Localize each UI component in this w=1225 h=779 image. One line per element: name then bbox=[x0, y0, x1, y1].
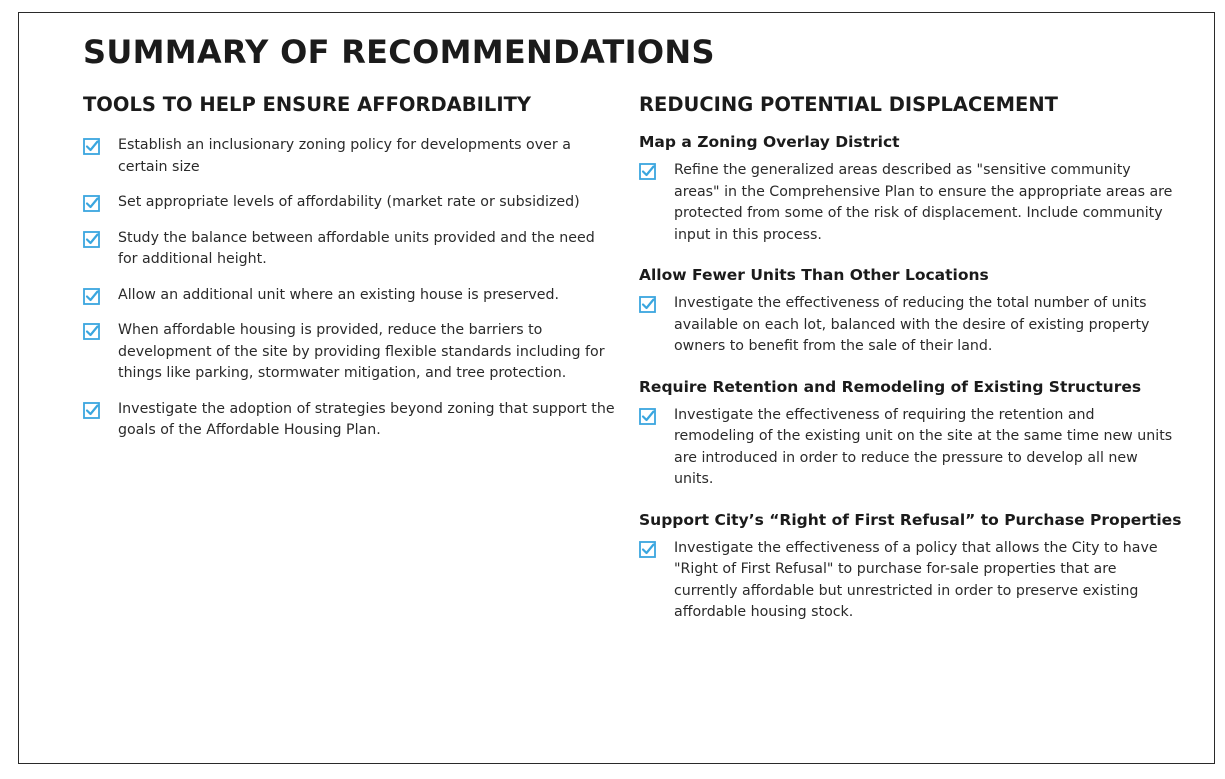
subsection-list bbox=[639, 160, 1184, 246]
list-item bbox=[83, 285, 623, 307]
checked-box-icon bbox=[83, 288, 100, 305]
subsection-title: Support City’s “Right of First Refusal” to Purchase Properties bbox=[639, 510, 1182, 529]
document-page bbox=[18, 12, 1215, 764]
displacement-column bbox=[639, 93, 1184, 624]
list-item bbox=[83, 135, 623, 178]
list-item bbox=[83, 320, 623, 385]
subsection bbox=[639, 510, 1184, 624]
list-item-text: Refine the generalized areas described as "sensitive community areas" in the Comprehensive Plan to ensure the appropriate areas are protected from some of the risk of displacement. Include community input in this process. bbox=[674, 162, 1173, 243]
page-title: SUMMARY OF RECOMMENDATIONS bbox=[83, 33, 715, 71]
list-item-text: Investigate the adoption of strategies beyond zoning that support the goals of the Affordable Housing Plan. bbox=[118, 400, 615, 438]
checked-box-icon bbox=[639, 408, 656, 425]
list-item-text: Study the balance between affordable units provided and the need for additional height. bbox=[118, 229, 595, 267]
list-item bbox=[83, 228, 623, 271]
list-item-text: Set appropriate levels of affordability (market rate or subsidized) bbox=[118, 194, 580, 210]
list-item-text: When affordable housing is provided, reduce the barriers to development of the site by providing flexible standards including for things like parking, stormwater mitigation, and tree protection. bbox=[118, 322, 605, 381]
list-item-text: Allow an additional unit where an existing house is preserved. bbox=[118, 286, 560, 303]
list-item-text: Investigate the effectiveness of reducing the total number of units available on each lot, balanced with the desire of existing property owners to benefit from the sale of their land. bbox=[674, 295, 1150, 354]
affordability-column bbox=[83, 93, 623, 456]
checked-box-icon bbox=[83, 231, 100, 248]
list-item bbox=[83, 399, 623, 442]
checked-box-icon bbox=[83, 195, 100, 212]
checked-box-icon bbox=[639, 541, 656, 558]
displacement-heading: REDUCING POTENTIAL DISPLACEMENT bbox=[639, 93, 1058, 116]
subsection-list bbox=[639, 538, 1184, 624]
list-item bbox=[639, 538, 1184, 624]
checked-box-icon bbox=[83, 323, 100, 340]
list-item-text: Investigate the effectiveness of a policy that allows the City to have "Right of First Refusal" to purchase for-sale properties that are currently affordable but unrestricted in order to preserve existing affordable housing stock. bbox=[674, 539, 1158, 620]
list-item bbox=[639, 160, 1184, 246]
subsection-title: Allow Fewer Units Than Other Locations bbox=[639, 266, 989, 284]
checked-box-icon bbox=[83, 138, 100, 155]
list-item-text: Establish an inclusionary zoning policy for developments over a certain size bbox=[118, 137, 571, 175]
checked-box-icon bbox=[639, 296, 656, 313]
list-item bbox=[639, 293, 1184, 358]
subsection bbox=[639, 265, 1184, 358]
subsection-title: Map a Zoning Overlay District bbox=[639, 133, 900, 151]
list-item bbox=[83, 192, 623, 214]
affordability-heading: TOOLS TO HELP ENSURE AFFORDABILITY bbox=[83, 93, 531, 116]
subsection bbox=[639, 132, 1184, 246]
checked-box-icon bbox=[639, 163, 656, 180]
affordability-list bbox=[83, 135, 623, 442]
checked-box-icon bbox=[83, 402, 100, 419]
subsection-title: Require Retention and Remodeling of Existing Structures bbox=[639, 377, 1142, 396]
list-item-text: Investigate the effectiveness of requiring the retention and remodeling of the existing unit on the site at the same time new units are introduced in order to reduce the pressure to develop all new units. bbox=[674, 406, 1173, 487]
list-item bbox=[639, 405, 1184, 491]
subsection bbox=[639, 377, 1184, 491]
subsection-list bbox=[639, 405, 1184, 491]
subsection-list bbox=[639, 293, 1184, 358]
